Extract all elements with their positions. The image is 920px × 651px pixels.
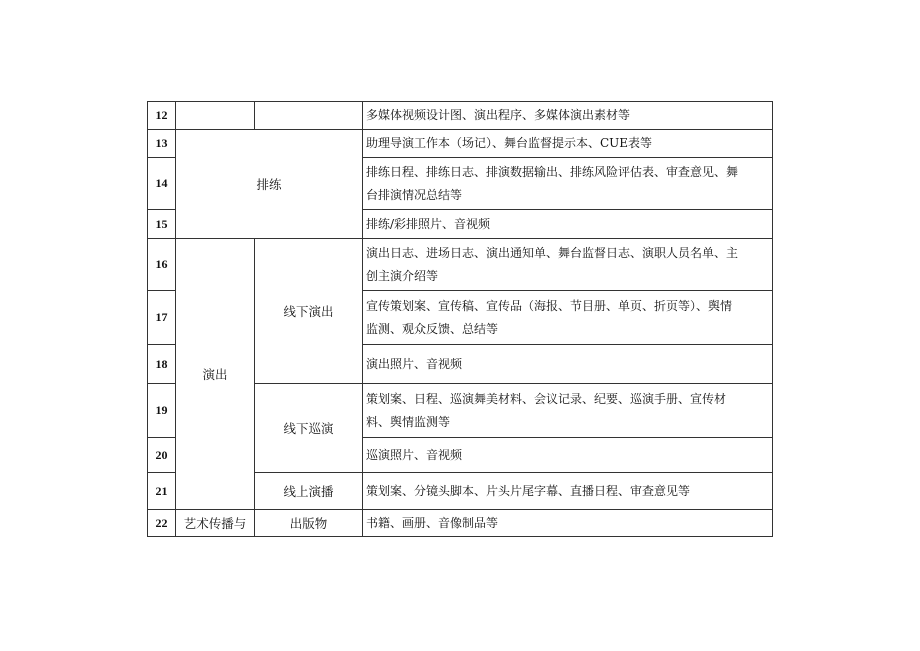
row-description: 多媒体视频设计图、演出程序、多媒体演出素材等 xyxy=(363,102,773,130)
row-number: 19 xyxy=(148,384,176,438)
row-number: 16 xyxy=(148,239,176,291)
row-number: 17 xyxy=(148,291,176,345)
row-description: 宣传策划案、宣传稿、宣传品（海报、节目册、单页、折页等）、舆情 监测、观众反馈、总结等 xyxy=(363,291,773,345)
row-number: 12 xyxy=(148,102,176,130)
row-number: 20 xyxy=(148,438,176,473)
row-description: 排练/彩排照片、音视频 xyxy=(363,210,773,239)
category-online-broadcast: 线上演播 xyxy=(255,473,363,510)
row-number: 14 xyxy=(148,158,176,210)
archive-table xyxy=(147,101,773,537)
category-rehearsal: 排练 xyxy=(176,130,363,239)
row-description: 排练日程、排练日志、排演数据输出、排练风险评估表、审查意见、舞 台排演情况总结等 xyxy=(363,158,773,210)
row-number: 18 xyxy=(148,345,176,384)
table-row xyxy=(148,130,773,158)
row-description: 演出照片、音视频 xyxy=(363,345,773,384)
row-number: 13 xyxy=(148,130,176,158)
category-offline-performance: 线下演出 xyxy=(255,239,363,384)
table-row xyxy=(148,239,773,291)
row-description: 巡演照片、音视频 xyxy=(363,438,773,473)
row-description: 策划案、日程、巡演舞美材料、会议记录、纪要、巡演手册、宣传材 料、舆情监测等 xyxy=(363,384,773,438)
row-description: 书籍、画册、音像制品等 xyxy=(363,510,773,537)
row-description: 演出日志、进场日志、演出通知单、舞台监督日志、演职人员名单、主 创主演介绍等 xyxy=(363,239,773,291)
table-row xyxy=(148,102,773,130)
category-offline-tour: 线下巡演 xyxy=(255,384,363,473)
empty-cell xyxy=(176,102,255,130)
category-performance: 演出 xyxy=(176,239,255,510)
category-art-dissemination: 艺术传播与 xyxy=(176,510,255,537)
table-row xyxy=(148,510,773,537)
row-description: 策划案、分镜头脚本、片头片尾字幕、直播日程、审查意见等 xyxy=(363,473,773,510)
row-description: 助理导演工作本（场记）、舞台监督提示本、CUE表等 xyxy=(363,130,773,158)
row-number: 21 xyxy=(148,473,176,510)
empty-cell xyxy=(255,102,363,130)
row-number: 22 xyxy=(148,510,176,537)
row-number: 15 xyxy=(148,210,176,239)
category-publications: 出版物 xyxy=(255,510,363,537)
